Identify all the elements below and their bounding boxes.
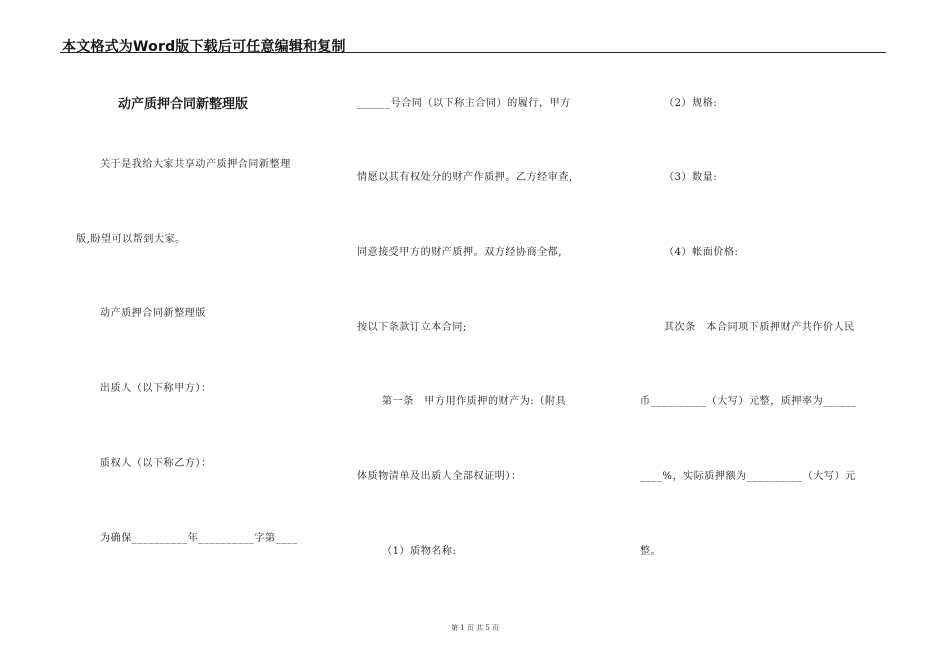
col1-line-6: 为确保__________年__________字第____ (100, 533, 298, 544)
col3-line-5: 币__________（大写）元整，质押率为______ (640, 396, 857, 407)
col1-line-5: 质权人（以下称乙方）： (100, 458, 212, 469)
col2-line-1: ______号合同（以下称主合同）的履行，甲方 (357, 98, 571, 109)
document-title: 动产质押合同新整理版 (118, 97, 249, 112)
col3-line-4: 其次条 本合同项下质押财产共作价人民 (664, 322, 855, 333)
col2-line-5: 第一条 甲方用作质押的财产为:（附具 (382, 396, 567, 407)
col1-line-3: 动产质押合同新整理版 (100, 308, 206, 319)
col2-line-7: （1）质物名称: (382, 546, 457, 557)
col3-line-3: （4）帐面价格: (664, 247, 739, 258)
page-footer: 第 1 页 共 5 页 (450, 624, 500, 632)
col2-line-2: 情愿以其有权处分的财产作质押。乙方经审查, (357, 172, 573, 183)
col3-line-1: （2）规格: (664, 98, 718, 109)
col2-line-3: 同意接受甲方的财产质押。双方经协商全都, (357, 247, 563, 258)
page-header: 本文格式为Word版下载后可任意编辑和复制 (62, 39, 346, 55)
col3-line-6: ____%，实际质押额为__________（大写）元 (640, 471, 856, 482)
col2-line-4: 按以下条款订立本合同; (357, 322, 467, 333)
col1-line-2: 版,盼望可以帮到大家。 (76, 234, 186, 245)
header-rule (60, 52, 886, 53)
col3-line-7: 整。 (640, 546, 662, 557)
col1-line-1: 关于是我给大家共享动产质押合同新整理 (100, 159, 291, 170)
col3-line-2: （3）数量: (664, 172, 718, 183)
col2-line-6: 体质物清单及出质人全部权证明）： (357, 471, 522, 482)
col1-line-4: 出质人（以下称甲方）： (100, 383, 212, 394)
